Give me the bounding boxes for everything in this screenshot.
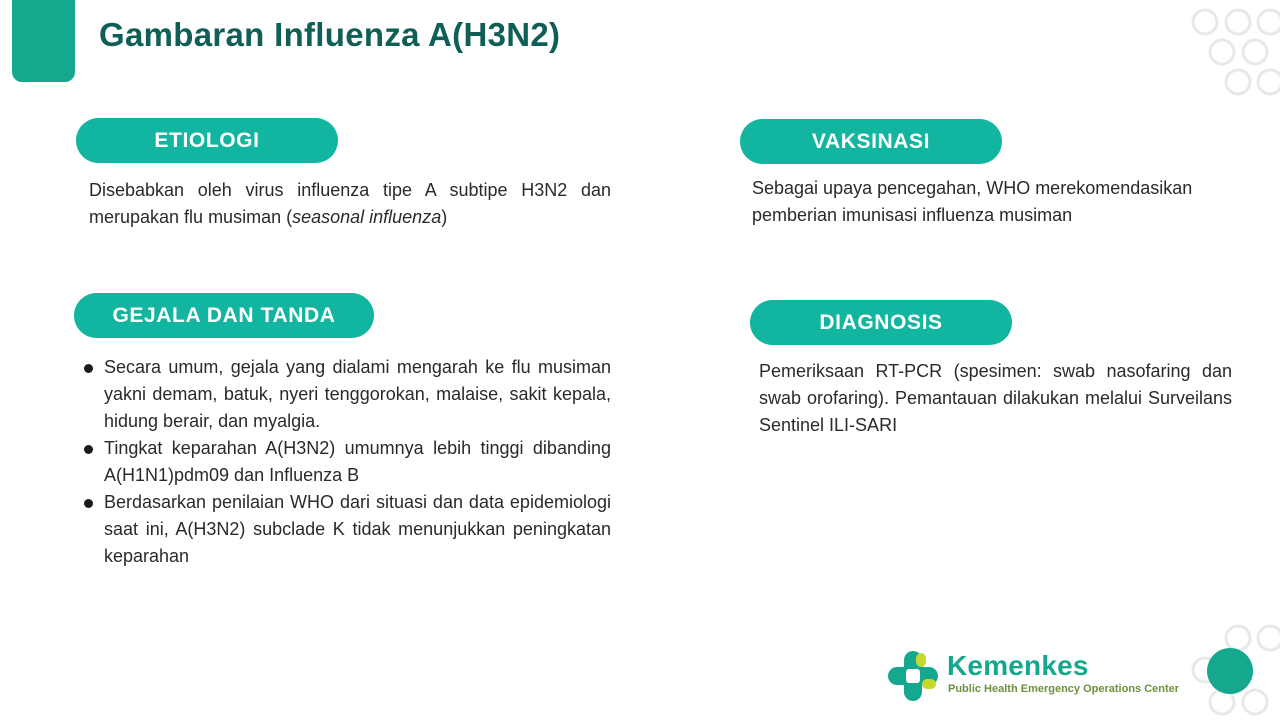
gejala-item-text: Berdasarkan penilaian WHO dari situasi dan data epidemiologi saat ini, A(H3N2) subclade K tidak menunjukkan peningkatan keparahan bbox=[104, 492, 611, 566]
etiologi-text-italic: seasonal influenza bbox=[292, 207, 442, 227]
etiologi-text-end: ) bbox=[441, 207, 448, 227]
vaksinasi-heading: VAKSINASI bbox=[740, 119, 1002, 164]
slide-nav-circle[interactable] bbox=[1207, 648, 1253, 694]
gejala-heading: GEJALA DAN TANDA bbox=[74, 293, 374, 338]
list-item bbox=[74, 489, 611, 570]
list-item bbox=[74, 435, 611, 489]
gejala-item-text: Tingkat keparahan A(H3N2) umumnya lebih tinggi dibanding A(H1N1)pdm09 dan Influenza B bbox=[104, 438, 611, 485]
corner-tab-decoration bbox=[12, 0, 75, 82]
bullet-dot-icon bbox=[84, 445, 93, 454]
diagnosis-heading: DIAGNOSIS bbox=[750, 300, 1012, 345]
etiologi-text bbox=[89, 177, 611, 231]
bullet-dot-icon bbox=[84, 364, 93, 373]
logo-name: Kemenkes bbox=[947, 650, 1089, 681]
vaksinasi-text: Sebagai upaya pencegahan, WHO merekomendasikan pemberian imunisasi influenza musiman bbox=[752, 178, 1193, 225]
bullet-dot-icon bbox=[84, 499, 93, 508]
logo-subtitle: Public Health Emergency Operations Center bbox=[948, 683, 1180, 695]
batik-pattern-top-icon bbox=[1180, 0, 1280, 100]
list-item bbox=[74, 354, 611, 435]
etiologi-text-main: Disebabkan oleh virus influenza tipe A subtipe H3N2 dan merupakan flu musiman ( bbox=[89, 180, 611, 227]
kemenkes-cross-icon bbox=[886, 649, 940, 703]
diagnosis-text: Pemeriksaan RT-PCR (spesimen: swab nasofaring dan swab orofaring). Pemantauan dilakukan melalui Surveilans Sentinel ILI-SARI bbox=[759, 361, 1232, 435]
gejala-item-text: Secara umum, gejala yang dialami mengarah ke flu musiman yakni demam, batuk, nyeri tenggorokan, malaise, sakit kepala, hidung berair, dan myalgia. bbox=[104, 357, 611, 431]
etiologi-heading: ETIOLOGI bbox=[76, 118, 338, 163]
gejala-list bbox=[74, 354, 611, 570]
page-title: Gambaran Influenza A(H3N2) bbox=[99, 16, 561, 53]
